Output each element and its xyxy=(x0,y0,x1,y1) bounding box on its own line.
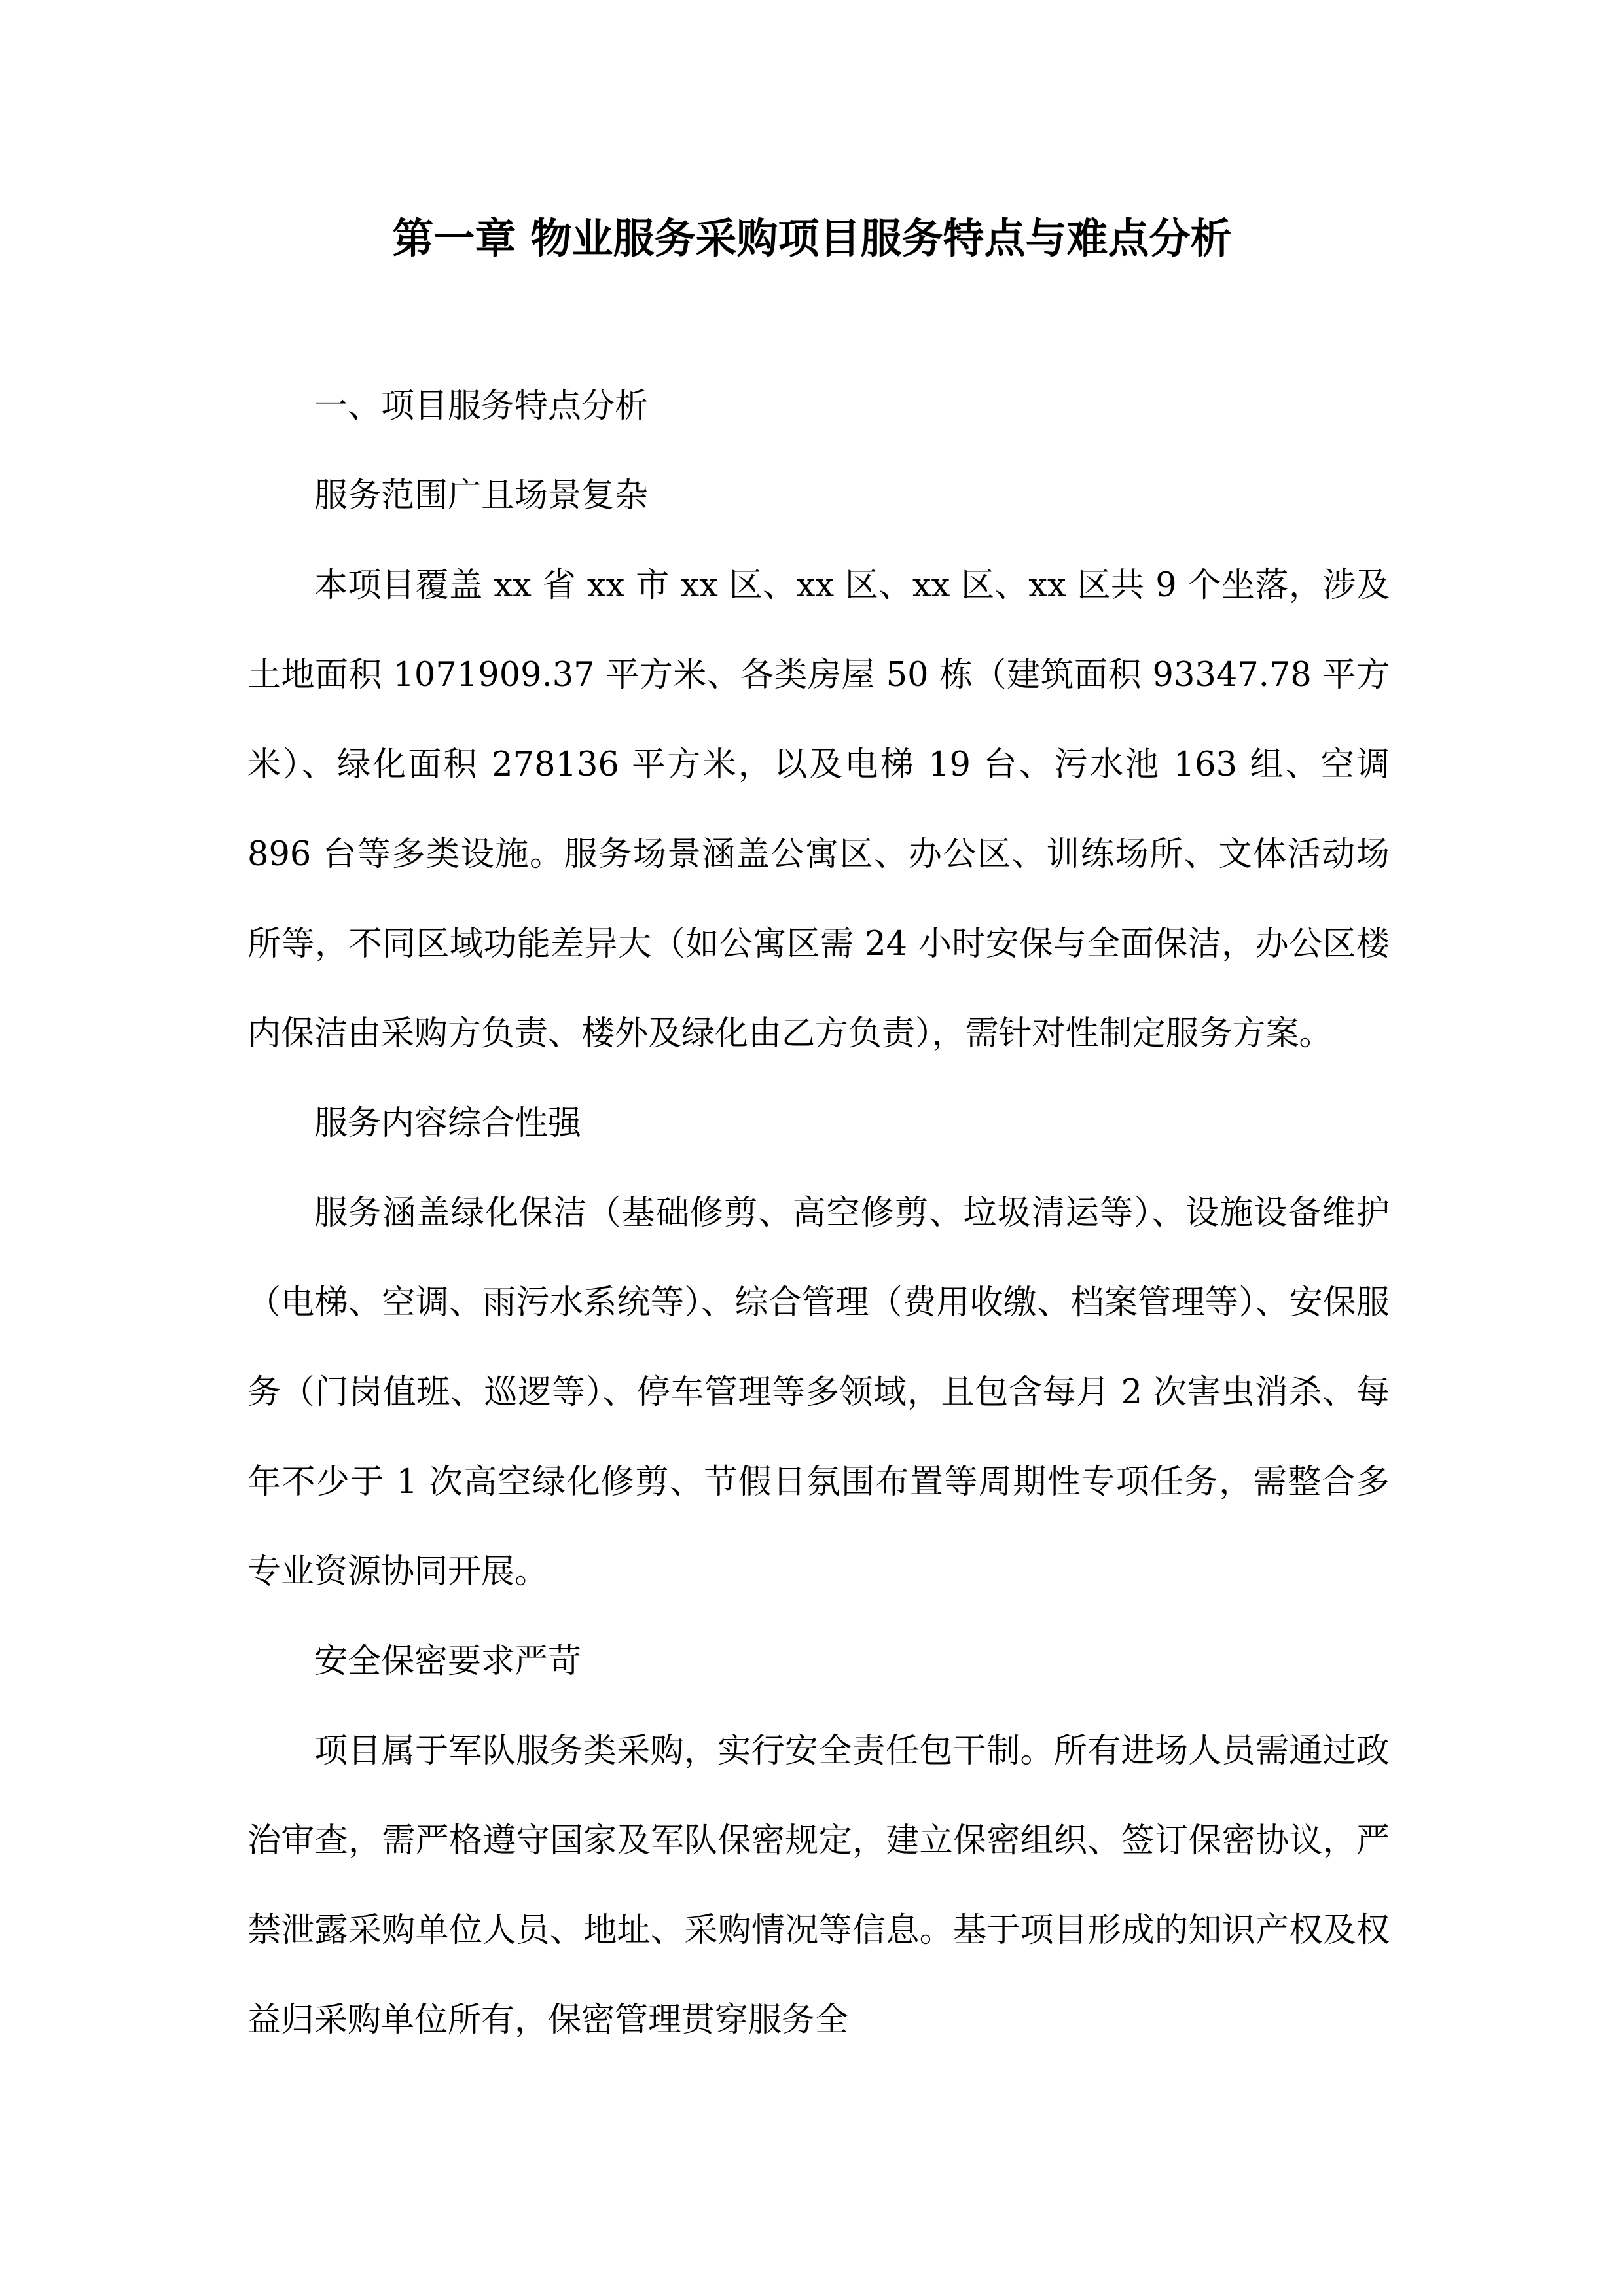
body-paragraph: 本项目覆盖 xx 省 xx 市 xx 区、xx 区、xx 区、xx 区共 9 个坐落，涉及土地面积 1071909.37 平方米、各类房屋 50 栋（建筑面积 93347.78 平方米）、绿化面积 278136 平方米，以及电梯 19 台、污水池 163 组、空调 896 台等多类设施。服务场景涵盖公寓区、办公区、训练场所、文体活动场所等，不同区域功能差异大（如公寓区需 24 小时安保与全面保洁，办公区楼内保洁由采购方负责、楼外及绿化由乙方负责），需针对性制定服务方案。 xyxy=(247,566,1390,1053)
body-paragraph: 项目属于军队服务类采购，实行安全责任包干制。所有进场人员需通过政治审查，需严格遵守国家及军队保密规定，建立保密组织、签订保密协议，严禁泄露采购单位人员、地址、采购情况等信息。基于项目形成的知识产权及权益归采购单位所有，保密管理贯穿服务全 xyxy=(247,1732,1390,2039)
body-paragraph: 服务涵盖绿化保洁（基础修剪、高空修剪、垃圾清运等）、设施设备维护（电梯、空调、雨污水系统等）、综合管理（费用收缴、档案管理等）、安保服务（门岗值班、巡逻等）、停车管理等多领域，且包含每月 2 次害虫消杀、每年不少于 1 次高空绿化修剪、节假日氛围布置等周期性专项任务，需整合多专业资源协同开展。 xyxy=(247,1194,1390,1591)
section-heading: 一、项目服务特点分析 xyxy=(314,387,649,425)
document-body xyxy=(247,361,1390,2065)
chapter-title: 第一章 物业服务采购项目服务特点与难点分析 xyxy=(392,215,1232,262)
subsection-heading: 安全保密要求严苛 xyxy=(314,1642,582,1681)
subsection-heading: 服务内容综合性强 xyxy=(314,1104,582,1143)
subsection-heading: 服务范围广且场景复杂 xyxy=(314,476,649,515)
